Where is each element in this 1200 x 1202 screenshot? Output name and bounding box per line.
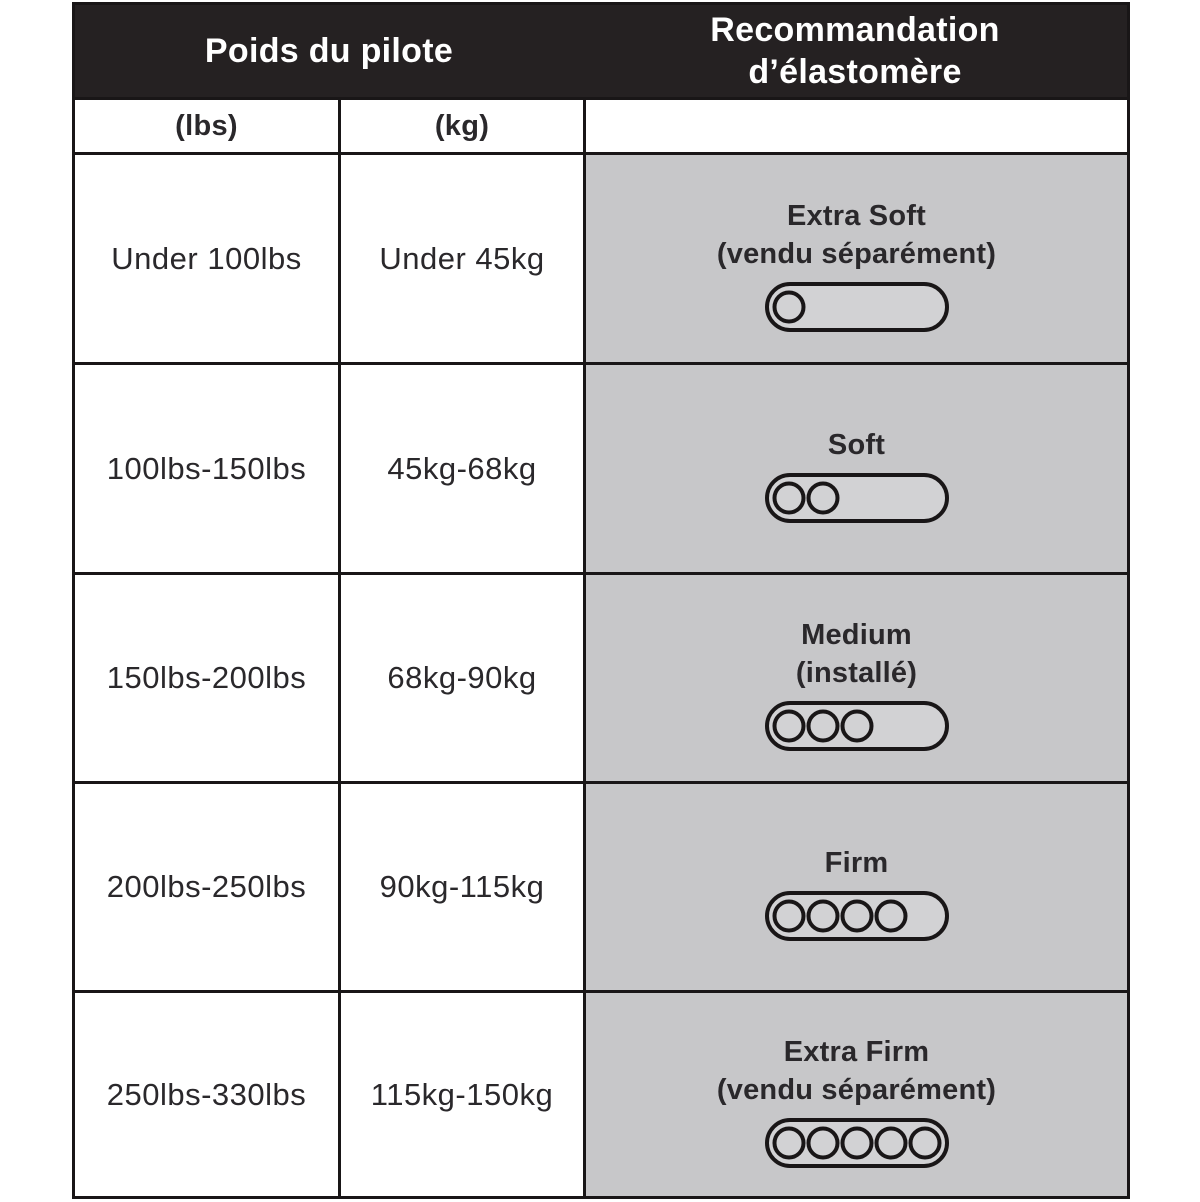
recommendation-cell bbox=[586, 365, 1127, 572]
subheader-recommendation-empty bbox=[586, 100, 1127, 152]
recommendation-label-line2: (vendu séparément) bbox=[716, 237, 997, 270]
recommendation-label-line1: Extra Firm bbox=[783, 1035, 930, 1068]
recommendation-cell bbox=[586, 575, 1127, 781]
recommendation-cell bbox=[586, 993, 1127, 1196]
table-header-row bbox=[75, 5, 1127, 97]
elastomer-pill-icon bbox=[765, 890, 949, 942]
recommendation-label-line2: (installé) bbox=[795, 657, 918, 689]
elastomer-pill-icon bbox=[765, 472, 949, 524]
recommendation-cell bbox=[586, 155, 1127, 362]
header-elastomer-recommendation bbox=[583, 5, 1127, 97]
recommendation-label bbox=[796, 616, 917, 692]
weight-lbs-value: 150lbs-200lbs bbox=[75, 575, 338, 781]
header-elastomer-line1: Recommandation bbox=[710, 11, 1000, 49]
weight-kg-value: 68kg-90kg bbox=[341, 575, 583, 781]
recommendation-label bbox=[828, 426, 885, 464]
header-elastomer-line2: d’élastomère bbox=[748, 53, 962, 91]
recommendation-label-line2: (vendu séparément) bbox=[716, 1073, 997, 1106]
subheader-lbs: (lbs) bbox=[75, 100, 338, 152]
recommendation-label-line1: Firm bbox=[824, 847, 889, 879]
subheader-kg: (kg) bbox=[341, 100, 583, 152]
weight-lbs-value: Under 100lbs bbox=[75, 155, 338, 362]
weight-lbs-value: 250lbs-330lbs bbox=[75, 993, 338, 1196]
header-rider-weight: Poids du pilote bbox=[204, 31, 454, 70]
elastomer-pill-icon bbox=[765, 700, 949, 752]
recommendation-label bbox=[717, 197, 996, 273]
elastomer-recommendation-chart bbox=[72, 2, 1130, 1199]
recommendation-table bbox=[72, 2, 1130, 1199]
weight-kg-value: 115kg-150kg bbox=[341, 993, 583, 1196]
recommendation-label bbox=[825, 844, 889, 882]
weight-kg-value: Under 45kg bbox=[341, 155, 583, 362]
recommendation-label bbox=[717, 1033, 996, 1109]
weight-kg-value: 45kg-68kg bbox=[341, 365, 583, 572]
weight-lbs-value: 200lbs-250lbs bbox=[75, 784, 338, 990]
recommendation-label-line1: Medium bbox=[801, 619, 912, 651]
elastomer-pill-icon bbox=[765, 281, 949, 333]
weight-lbs-value: 100lbs-150lbs bbox=[75, 365, 338, 572]
recommendation-cell bbox=[586, 784, 1127, 990]
recommendation-label-line1: Extra Soft bbox=[787, 199, 926, 232]
elastomer-pill-icon bbox=[765, 1117, 949, 1169]
weight-kg-value: 90kg-115kg bbox=[341, 784, 583, 990]
recommendation-label-line1: Soft bbox=[827, 428, 886, 461]
